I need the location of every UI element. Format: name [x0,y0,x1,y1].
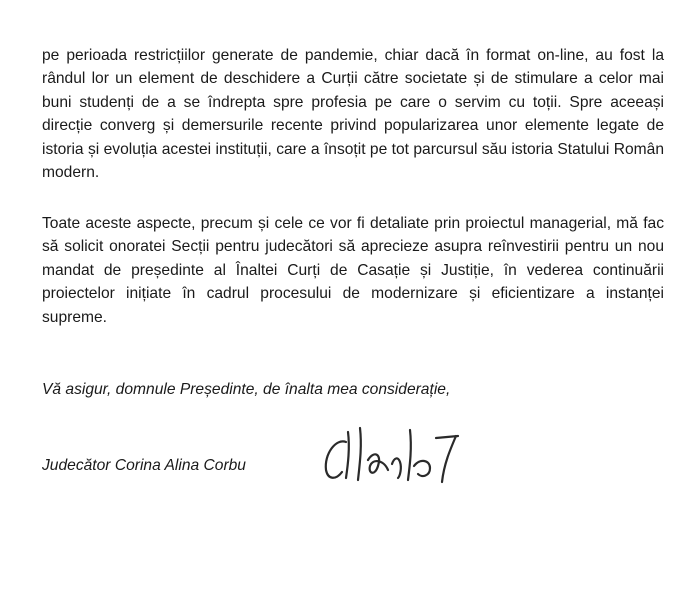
body-paragraph-1: pe perioada restricțiilor generate de pandemie, chiar dacă în format on-line, au fost la rândul lor un element de deschidere a Curții către societate și de stimulare a celor mai buni studenți de a se îndrepta spre profesia pe care o servim cu toții. Spre aceeași direcție converg și demersurile recente privind popularizarea unor elemente legate de istoria și evoluția acestei instituții, care a însoțit pe tot parcursul său istoria Statului Român modern. [42,47,664,182]
body-paragraph-2: Toate aceste aspecte, precum și cele ce vor fi detaliate prin proiectul managerial, mă fac să solicit onoratei Secții pentru judecători să aprecieze asupra reînvestirii pentru un nou mandat de președinte al Înaltei Curți de Casație și Justiție, în vederea continuării proiectelor inițiate în cadrul procesului de modernizare și eficientizare a instanței supreme. [42,215,664,326]
handwritten-signature [318,420,468,490]
signer-name: Judecător Corina Alina Corbu [42,457,246,474]
closing-salutation: Vă asigur, domnule Președinte, de înalta mea considerație, [42,381,451,398]
